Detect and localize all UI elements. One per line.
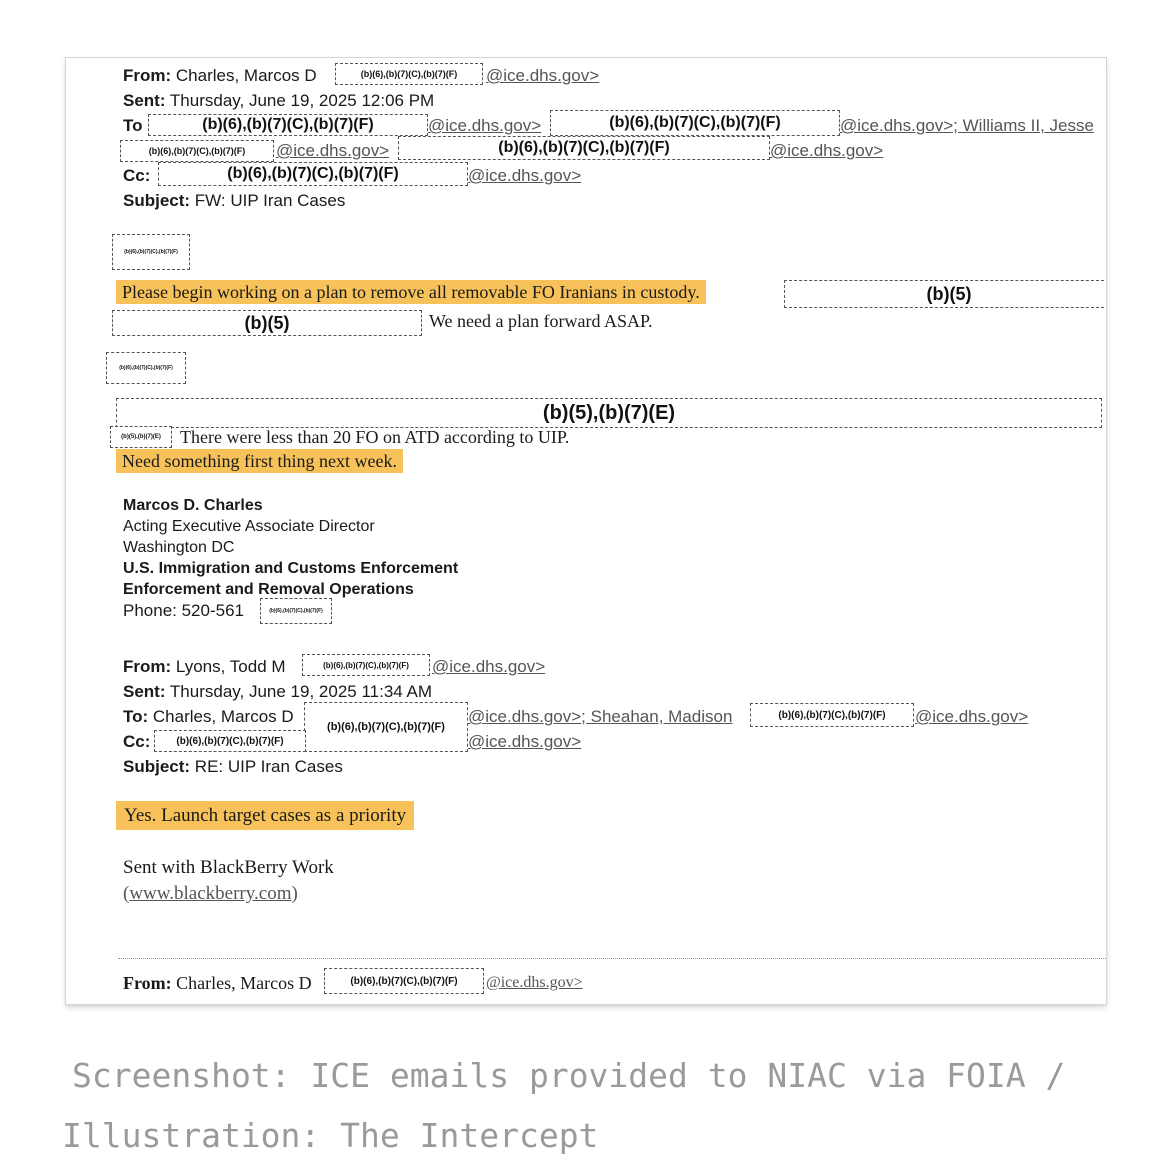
from-name: Lyons, Todd M: [175, 657, 286, 676]
email1-from-line: [123, 66, 317, 86]
redaction-box: (b)(6),(b)(7)(C),(b)(7)(F): [154, 730, 306, 752]
email2-to-line: [123, 707, 294, 727]
sent-label: Sent:: [123, 91, 166, 110]
redaction-box: (b)(5),(b)(7)(E): [116, 398, 1102, 428]
document-page: [66, 58, 1106, 1004]
caption-line-2: Illustration: The Intercept: [62, 1116, 599, 1155]
email2-sent-line: [123, 682, 432, 702]
caption-line-1: Screenshot: ICE emails provided to NIAC via FOIA /: [72, 1056, 1066, 1095]
signature-phone: Phone: 520-561: [123, 601, 244, 620]
signature-org: U.S. Immigration and Customs Enforcement: [123, 560, 459, 577]
email1-sent-line: [123, 91, 434, 111]
redaction-box: (b)(5): [784, 280, 1106, 308]
to-label: To: [123, 116, 143, 135]
to-email-domain: @ice.dhs.gov>: [428, 116, 542, 135]
to-email-domain: @ice.dhs.gov>: [770, 141, 884, 160]
signature-city: Washington DC: [123, 539, 235, 556]
signature-name: Marcos D. Charles: [123, 497, 263, 514]
from-email-domain: @ice.dhs.gov>: [486, 66, 600, 85]
body-line-3: There were less than 20 FO on ATD according to UIP.: [180, 427, 570, 447]
redaction-box: (b)(6),(b)(7)(C),(b)(7)(F): [106, 352, 186, 384]
subject-value: RE: UIP Iran Cases: [194, 757, 343, 776]
from-email-domain: @ice.dhs.gov>: [486, 974, 583, 991]
redaction-box: (b)(6),(b)(7)(C),(b)(7)(F): [158, 162, 468, 186]
signature-dept: Enforcement and Removal Operations: [123, 581, 414, 598]
cc-email-domain: @ice.dhs.gov>: [468, 732, 582, 751]
redaction-box: (b)(6),(b)(7)(C),(b)(7)(F): [112, 234, 190, 270]
body-line-1: [116, 282, 706, 302]
subject-label: Subject:: [123, 757, 191, 776]
email3-from-line: [123, 973, 312, 993]
redaction-box: (b)(6),(b)(7)(C),(b)(7)(F): [302, 654, 430, 676]
sent-label: Sent:: [123, 682, 166, 701]
redaction-box: (b)(6),(b)(7)(C),(b)(7)(F): [750, 703, 914, 727]
sent-value: Thursday, June 19, 2025 12:06 PM: [169, 91, 435, 110]
body-line-4: [116, 451, 403, 471]
to-email-domain: @ice.dhs.gov>; Sheahan, Madison: [468, 707, 733, 726]
redaction-box: (b)(6),(b)(7)(C),(b)(7)(F): [324, 968, 484, 994]
footer-line-2: (www.blackberry.com): [123, 883, 298, 904]
highlighted-text: Need something first thing next week.: [116, 449, 403, 473]
to-email-domain: @ice.dhs.gov>: [276, 141, 390, 160]
cc-label: Cc:: [123, 732, 151, 751]
redaction-box: (b)(6),(b)(7)(C),(b)(7)(F): [304, 702, 468, 752]
to-email-domain: @ice.dhs.gov>: [915, 707, 1029, 726]
email2-subject-line: [123, 757, 343, 777]
redaction-box: (b)(6),(b)(7)(C),(b)(7)(F): [148, 114, 428, 136]
from-label: From:: [123, 66, 172, 85]
email2-from-line: [123, 657, 286, 677]
redaction-box: (b)(6),(b)(7)(C),(b)(7)(F): [260, 598, 332, 624]
subject-label: Subject:: [123, 191, 191, 210]
body-reply: [116, 806, 414, 826]
separator-line: [118, 958, 1106, 959]
from-label: From:: [123, 657, 172, 676]
signature-title: Acting Executive Associate Director: [123, 518, 375, 535]
from-email-domain: @ice.dhs.gov>: [432, 657, 546, 676]
redaction-box: (b)(6),(b)(7)(C),(b)(7)(F): [550, 110, 840, 136]
sent-value: Thursday, June 19, 2025 11:34 AM: [169, 682, 433, 701]
from-name: Charles, Marcos D: [176, 973, 312, 993]
redaction-box: (b)(6),(b)(7)(C),(b)(7)(F): [120, 140, 274, 162]
cc-email-domain: @ice.dhs.gov>: [468, 166, 582, 185]
highlighted-text: Please begin working on a plan to remove all removable FO Iranians in custody.: [116, 280, 706, 304]
footer-line-1: Sent with BlackBerry Work: [123, 857, 334, 878]
to-name: Charles, Marcos D: [152, 707, 294, 726]
redaction-box: (b)(6),(b)(7)(C),(b)(7)(F): [335, 63, 483, 85]
to-label: To:: [123, 707, 149, 726]
from-name: Charles, Marcos D: [175, 66, 317, 85]
body-line-2: We need a plan forward ASAP.: [429, 311, 653, 331]
redaction-box: (b)(5),(b)(7)(E): [110, 426, 172, 448]
to-email-domain: @ice.dhs.gov>; Williams II, Jesse: [840, 116, 1094, 135]
cc-label: Cc:: [123, 166, 151, 185]
email1-subject-line: [123, 191, 345, 211]
highlighted-text: Yes. Launch target cases as a priority: [116, 801, 414, 830]
subject-value: FW: UIP Iran Cases: [194, 191, 346, 210]
blackberry-link[interactable]: www.blackberry.com: [129, 883, 292, 904]
redaction-box: (b)(6),(b)(7)(C),(b)(7)(F): [398, 136, 770, 160]
redaction-box: (b)(5): [112, 310, 422, 336]
from-label: From:: [123, 973, 172, 993]
